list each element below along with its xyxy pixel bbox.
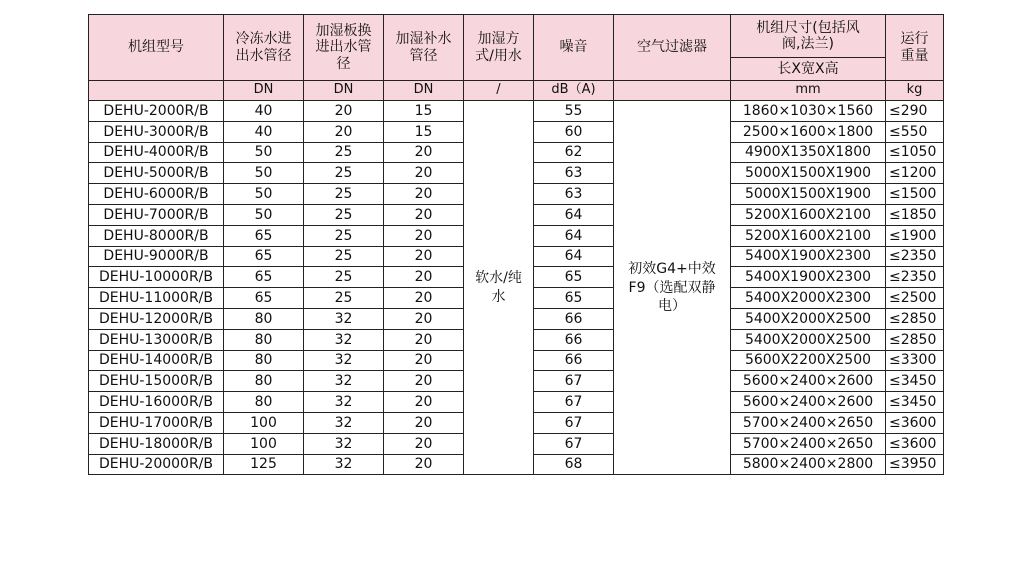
cell-humid-pipe: 32	[304, 412, 384, 433]
cell-chilled-pipe: 80	[224, 392, 304, 413]
cell-noise: 67	[534, 371, 614, 392]
cell-chilled-pipe: 50	[224, 163, 304, 184]
cell-dimensions: 5400X2000X2500	[731, 329, 886, 350]
cell-humid-pipe: 25	[304, 142, 384, 163]
cell-humid-pipe: 32	[304, 392, 384, 413]
header-weight: 运行 重量	[886, 15, 944, 81]
cell-model: DEHU-18000R/B	[89, 433, 224, 454]
cell-makeup-pipe: 20	[384, 392, 464, 413]
cell-humid-pipe: 20	[304, 101, 384, 122]
cell-humid-pipe: 32	[304, 454, 384, 475]
cell-weight: ≤3450	[886, 392, 944, 413]
header-filter: 空气过滤器	[614, 15, 731, 81]
cell-chilled-pipe: 80	[224, 329, 304, 350]
cell-humid-pipe: 25	[304, 225, 384, 246]
cell-makeup-pipe: 20	[384, 204, 464, 225]
unit-noise: dB（A)	[534, 81, 614, 101]
cell-makeup-pipe: 15	[384, 121, 464, 142]
cell-chilled-pipe: 50	[224, 204, 304, 225]
header-humid-method: 加湿方 式/用水	[464, 15, 534, 81]
cell-model: DEHU-7000R/B	[89, 204, 224, 225]
cell-makeup-pipe: 20	[384, 246, 464, 267]
cell-noise: 66	[534, 308, 614, 329]
cell-weight: ≤3300	[886, 350, 944, 371]
unit-dimensions: mm	[731, 81, 886, 101]
cell-noise: 55	[534, 101, 614, 122]
cell-model: DEHU-12000R/B	[89, 308, 224, 329]
cell-noise: 66	[534, 329, 614, 350]
cell-weight: ≤2350	[886, 246, 944, 267]
cell-noise: 64	[534, 225, 614, 246]
cell-noise: 65	[534, 288, 614, 309]
cell-model: DEHU-4000R/B	[89, 142, 224, 163]
cell-makeup-pipe: 20	[384, 329, 464, 350]
cell-noise: 64	[534, 246, 614, 267]
cell-model: DEHU-20000R/B	[89, 454, 224, 475]
cell-makeup-pipe: 20	[384, 433, 464, 454]
cell-noise: 67	[534, 433, 614, 454]
unit-humid-pipe: DN	[304, 81, 384, 101]
cell-model: DEHU-8000R/B	[89, 225, 224, 246]
cell-humid-pipe: 32	[304, 329, 384, 350]
cell-dimensions: 5400X1900X2300	[731, 267, 886, 288]
cell-humid-method-merged: 软水/纯 水	[464, 101, 534, 475]
header-makeup-pipe: 加湿补水 管径	[384, 15, 464, 81]
cell-chilled-pipe: 65	[224, 288, 304, 309]
cell-weight: ≤1900	[886, 225, 944, 246]
cell-dimensions: 5000X1500X1900	[731, 163, 886, 184]
cell-weight: ≤3600	[886, 433, 944, 454]
cell-model: DEHU-11000R/B	[89, 288, 224, 309]
cell-weight: ≤1500	[886, 184, 944, 205]
cell-weight: ≤3600	[886, 412, 944, 433]
header-model: 机组型号	[89, 15, 224, 81]
cell-dimensions: 5000X1500X1900	[731, 184, 886, 205]
cell-dimensions: 5600×2400×2600	[731, 371, 886, 392]
cell-dimensions: 1860×1030×1560	[731, 101, 886, 122]
cell-noise: 67	[534, 412, 614, 433]
cell-chilled-pipe: 65	[224, 225, 304, 246]
cell-model: DEHU-3000R/B	[89, 121, 224, 142]
cell-humid-pipe: 25	[304, 246, 384, 267]
cell-dimensions: 5400X2000X2300	[731, 288, 886, 309]
cell-model: DEHU-10000R/B	[89, 267, 224, 288]
cell-chilled-pipe: 80	[224, 371, 304, 392]
cell-noise: 64	[534, 204, 614, 225]
cell-noise: 68	[534, 454, 614, 475]
cell-noise: 63	[534, 184, 614, 205]
cell-humid-pipe: 25	[304, 204, 384, 225]
cell-model: DEHU-14000R/B	[89, 350, 224, 371]
cell-humid-pipe: 25	[304, 267, 384, 288]
unit-makeup-pipe: DN	[384, 81, 464, 101]
cell-humid-pipe: 32	[304, 371, 384, 392]
cell-humid-pipe: 20	[304, 121, 384, 142]
header-humid-pipe: 加湿板换 进出水管 径	[304, 15, 384, 81]
cell-noise: 62	[534, 142, 614, 163]
cell-chilled-pipe: 50	[224, 184, 304, 205]
cell-humid-pipe: 25	[304, 288, 384, 309]
cell-makeup-pipe: 20	[384, 454, 464, 475]
cell-dimensions: 5200X1600X2100	[731, 204, 886, 225]
cell-dimensions: 5700×2400×2650	[731, 412, 886, 433]
cell-makeup-pipe: 20	[384, 267, 464, 288]
cell-makeup-pipe: 20	[384, 163, 464, 184]
table-row	[89, 101, 944, 122]
cell-dimensions: 5600X2200X2500	[731, 350, 886, 371]
unit-weight: kg	[886, 81, 944, 101]
cell-makeup-pipe: 20	[384, 225, 464, 246]
cell-humid-pipe: 25	[304, 184, 384, 205]
cell-makeup-pipe: 20	[384, 288, 464, 309]
cell-dimensions: 5700×2400×2650	[731, 433, 886, 454]
spec-table	[88, 14, 944, 475]
cell-weight: ≤1850	[886, 204, 944, 225]
cell-weight: ≤550	[886, 121, 944, 142]
cell-chilled-pipe: 80	[224, 308, 304, 329]
cell-chilled-pipe: 40	[224, 121, 304, 142]
cell-noise: 63	[534, 163, 614, 184]
cell-noise: 66	[534, 350, 614, 371]
cell-weight: ≤1200	[886, 163, 944, 184]
cell-makeup-pipe: 20	[384, 412, 464, 433]
cell-weight: ≤290	[886, 101, 944, 122]
cell-weight: ≤1050	[886, 142, 944, 163]
cell-makeup-pipe: 20	[384, 371, 464, 392]
cell-chilled-pipe: 65	[224, 246, 304, 267]
cell-model: DEHU-2000R/B	[89, 101, 224, 122]
cell-makeup-pipe: 20	[384, 308, 464, 329]
cell-chilled-pipe: 65	[224, 267, 304, 288]
cell-chilled-pipe: 40	[224, 101, 304, 122]
cell-chilled-pipe: 100	[224, 412, 304, 433]
cell-model: DEHU-17000R/B	[89, 412, 224, 433]
cell-weight: ≤2500	[886, 288, 944, 309]
cell-makeup-pipe: 20	[384, 350, 464, 371]
cell-noise: 67	[534, 392, 614, 413]
cell-noise: 60	[534, 121, 614, 142]
header-dimensions: 机组尺寸(包括风 阀,法兰)	[731, 15, 886, 58]
cell-weight: ≤2850	[886, 308, 944, 329]
cell-humid-pipe: 32	[304, 308, 384, 329]
unit-humid-method: /	[464, 81, 534, 101]
cell-model: DEHU-9000R/B	[89, 246, 224, 267]
cell-weight: ≤3950	[886, 454, 944, 475]
cell-chilled-pipe: 125	[224, 454, 304, 475]
cell-weight: ≤2850	[886, 329, 944, 350]
header-noise: 噪音	[534, 15, 614, 81]
cell-dimensions: 5200X1600X2100	[731, 225, 886, 246]
cell-dimensions: 5800×2400×2800	[731, 454, 886, 475]
cell-dimensions: 5600×2400×2600	[731, 392, 886, 413]
cell-model: DEHU-15000R/B	[89, 371, 224, 392]
cell-chilled-pipe: 100	[224, 433, 304, 454]
cell-humid-pipe: 32	[304, 350, 384, 371]
cell-model: DEHU-6000R/B	[89, 184, 224, 205]
cell-makeup-pipe: 20	[384, 142, 464, 163]
header-dimensions-sub: 长X宽X高	[731, 58, 886, 81]
unit-filter	[614, 81, 731, 101]
cell-model: DEHU-13000R/B	[89, 329, 224, 350]
cell-chilled-pipe: 50	[224, 142, 304, 163]
cell-model: DEHU-5000R/B	[89, 163, 224, 184]
unit-model	[89, 81, 224, 101]
cell-model: DEHU-16000R/B	[89, 392, 224, 413]
header-chilled-pipe: 冷冻水进 出水管径	[224, 15, 304, 81]
cell-dimensions: 5400X2000X2500	[731, 308, 886, 329]
cell-dimensions: 2500×1600×1800	[731, 121, 886, 142]
cell-dimensions: 5400X1900X2300	[731, 246, 886, 267]
cell-makeup-pipe: 15	[384, 101, 464, 122]
cell-humid-pipe: 32	[304, 433, 384, 454]
cell-chilled-pipe: 80	[224, 350, 304, 371]
table-body	[89, 101, 944, 475]
unit-chilled-pipe: DN	[224, 81, 304, 101]
cell-weight: ≤3450	[886, 371, 944, 392]
cell-humid-pipe: 25	[304, 163, 384, 184]
cell-dimensions: 4900X1350X1800	[731, 142, 886, 163]
cell-weight: ≤2350	[886, 267, 944, 288]
cell-makeup-pipe: 20	[384, 184, 464, 205]
cell-filter-merged: 初效G4+中效 F9（选配双静 电）	[614, 101, 731, 475]
cell-noise: 65	[534, 267, 614, 288]
